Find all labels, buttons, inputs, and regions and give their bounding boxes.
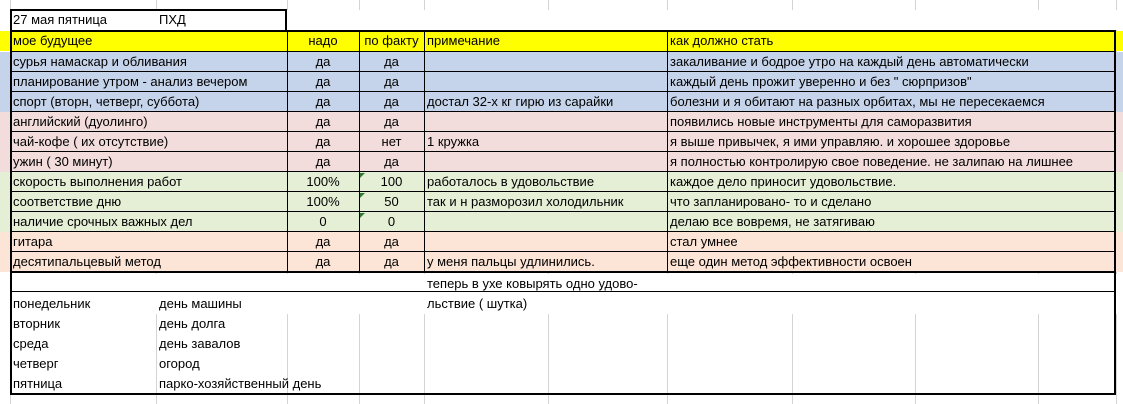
cell-should[interactable]: я полностью контролирую свое поведение. не залипаю на лишнее xyxy=(670,154,1074,169)
cell-fact[interactable]: да xyxy=(384,114,399,129)
row-divider xyxy=(10,211,1116,212)
row-divider xyxy=(10,91,1116,92)
joke-line-1[interactable]: теперь в ухе ковырять одно удово- xyxy=(427,276,638,291)
cell-name[interactable]: скорость выполнения работ xyxy=(13,174,182,189)
cell-should[interactable]: каждое дело приносит удовольствие. xyxy=(670,174,897,189)
row-divider xyxy=(10,251,1116,252)
cell-need[interactable]: да xyxy=(315,254,331,269)
week-day[interactable]: пятница xyxy=(13,376,63,391)
header-fact[interactable]: по факту xyxy=(364,33,419,48)
table-row xyxy=(0,192,1123,212)
week-row xyxy=(0,334,1123,354)
row-divider xyxy=(10,271,1116,272)
row-divider xyxy=(10,71,1116,72)
column-header-row xyxy=(0,31,1123,51)
joke-line-2[interactable]: льствие ( шутка) xyxy=(427,296,528,311)
row-divider xyxy=(10,191,1116,192)
cell-should[interactable]: еще один метод эффективности освоен xyxy=(670,254,912,269)
cell-note[interactable]: работалось в удовольствие xyxy=(427,174,595,189)
cell-fact[interactable]: да xyxy=(384,254,399,269)
row-divider xyxy=(10,151,1116,152)
header-note[interactable]: примечание xyxy=(427,33,500,48)
cell-should[interactable]: появились новые инструменты для саморазвития xyxy=(670,114,972,129)
cell-need[interactable]: да xyxy=(315,94,331,109)
comment-indicator-icon xyxy=(360,213,365,218)
row-divider xyxy=(10,291,1116,292)
cell-should[interactable]: болезни и я обитают на разных орбитах, мы не пересекаемся xyxy=(670,94,1045,109)
cell-need[interactable]: да xyxy=(315,114,331,129)
week-desc[interactable]: день долга xyxy=(159,316,226,331)
header-need[interactable]: надо xyxy=(308,33,338,48)
cell-note[interactable]: 1 кружка xyxy=(427,134,480,149)
week-day[interactable]: среда xyxy=(13,336,49,351)
cell-note[interactable]: так и н разморозил холодильник xyxy=(427,194,624,209)
table-row xyxy=(0,152,1123,172)
cell-should[interactable]: каждый день прожит уверенно и без " сюрпризов" xyxy=(670,74,972,89)
column-divider xyxy=(424,31,425,273)
week-row xyxy=(0,314,1123,334)
cell-should[interactable]: стал умнее xyxy=(670,234,738,249)
row-divider xyxy=(10,231,1116,232)
week-desc[interactable]: день завалов xyxy=(159,336,241,351)
cell-name[interactable]: наличие срочных важных дел xyxy=(13,214,193,229)
cell-name[interactable]: соответствие дню xyxy=(13,194,122,209)
cell-note[interactable] xyxy=(424,52,667,72)
cell-note[interactable] xyxy=(424,212,667,232)
cell-fact[interactable]: да xyxy=(384,234,399,249)
table-row xyxy=(0,132,1123,152)
cell-need[interactable]: да xyxy=(315,134,331,149)
cell-need[interactable]: 100% xyxy=(306,194,340,209)
week-row xyxy=(0,354,1123,374)
column-divider xyxy=(359,31,360,273)
cell-need[interactable]: да xyxy=(315,74,331,89)
table-row xyxy=(0,212,1123,232)
cell-fact[interactable]: нет xyxy=(381,134,402,149)
header-should[interactable]: как должно стать xyxy=(670,33,774,48)
date-row xyxy=(0,10,1123,30)
cell-should[interactable]: что запланировано- то и сделано xyxy=(670,194,872,209)
cell-need[interactable]: да xyxy=(315,234,331,249)
cell-fact[interactable]: 50 xyxy=(384,194,399,209)
cell-fact[interactable]: да xyxy=(384,154,399,169)
cell-fact[interactable]: 0 xyxy=(387,214,396,229)
week-desc[interactable]: парко-хозяйственный день xyxy=(159,376,322,391)
cell-should[interactable]: я выше привычек, я ими управляю. и хорошее здоровье xyxy=(670,134,1011,149)
cell-need[interactable]: да xyxy=(315,54,331,69)
cell-fact[interactable]: да xyxy=(384,94,399,109)
cell-name[interactable]: десятипальцевый метод xyxy=(13,254,161,269)
table-row xyxy=(0,92,1123,112)
header-future[interactable]: мое будущее xyxy=(13,33,93,48)
row-divider xyxy=(10,131,1116,132)
comment-indicator-icon xyxy=(360,193,365,198)
cell-name[interactable]: чай-кофе ( их отсутствие) xyxy=(13,134,169,149)
cell-name[interactable]: сурья намаскар и обливания xyxy=(13,54,187,69)
row-divider xyxy=(10,51,1116,52)
row-divider xyxy=(10,111,1116,112)
table-row xyxy=(0,252,1123,272)
table-row xyxy=(0,72,1123,92)
cell-note[interactable]: у меня пальцы удлинились. xyxy=(427,254,595,269)
week-row xyxy=(0,374,1123,394)
cell-note[interactable] xyxy=(424,72,667,92)
table-row xyxy=(0,232,1123,252)
week-day[interactable]: понедельник xyxy=(13,296,91,311)
week-row xyxy=(0,294,1123,314)
cell-fact[interactable]: да xyxy=(384,54,399,69)
cell-should[interactable]: делаю все вовремя, не затягиваю xyxy=(670,214,875,229)
table-row xyxy=(0,112,1123,132)
cell-note[interactable] xyxy=(424,112,667,132)
cell-name[interactable]: гитара xyxy=(13,234,53,249)
comment-indicator-icon xyxy=(360,173,365,178)
cell-fact[interactable]: да xyxy=(384,74,399,89)
row-divider xyxy=(10,171,1116,172)
column-divider xyxy=(287,31,288,273)
table-row xyxy=(0,52,1123,72)
week-day[interactable]: вторник xyxy=(13,316,61,331)
cell-need[interactable]: да xyxy=(315,154,331,169)
cell-fact[interactable]: 100 xyxy=(380,174,403,189)
cell-name[interactable]: планирование утром - анализ вечером xyxy=(13,74,248,89)
cell-note[interactable] xyxy=(424,232,667,252)
week-desc[interactable]: огород xyxy=(159,356,200,371)
date-cell[interactable]: 27 мая пятница xyxy=(13,12,108,27)
cell-need[interactable]: 0 xyxy=(319,214,327,229)
label-cell[interactable]: ПХД xyxy=(159,12,186,27)
week-desc[interactable]: день машины xyxy=(159,296,242,311)
cell-name[interactable]: спорт (вторн, четверг, суббота) xyxy=(13,94,200,109)
cell-need[interactable]: 100% xyxy=(306,174,340,189)
week-day[interactable]: четверг xyxy=(13,356,59,371)
cell-note[interactable] xyxy=(424,152,667,172)
cell-name[interactable]: ужин ( 30 минут) xyxy=(13,154,113,169)
cell-note[interactable]: достал 32-х кг гирю из сарайки xyxy=(427,94,614,109)
cell-should[interactable]: закаливание и бодрое утро на каждый день автоматически xyxy=(670,54,1029,69)
column-divider xyxy=(667,31,668,273)
cell-name[interactable]: английский (дуолинго) xyxy=(13,114,148,129)
table-row xyxy=(0,172,1123,192)
